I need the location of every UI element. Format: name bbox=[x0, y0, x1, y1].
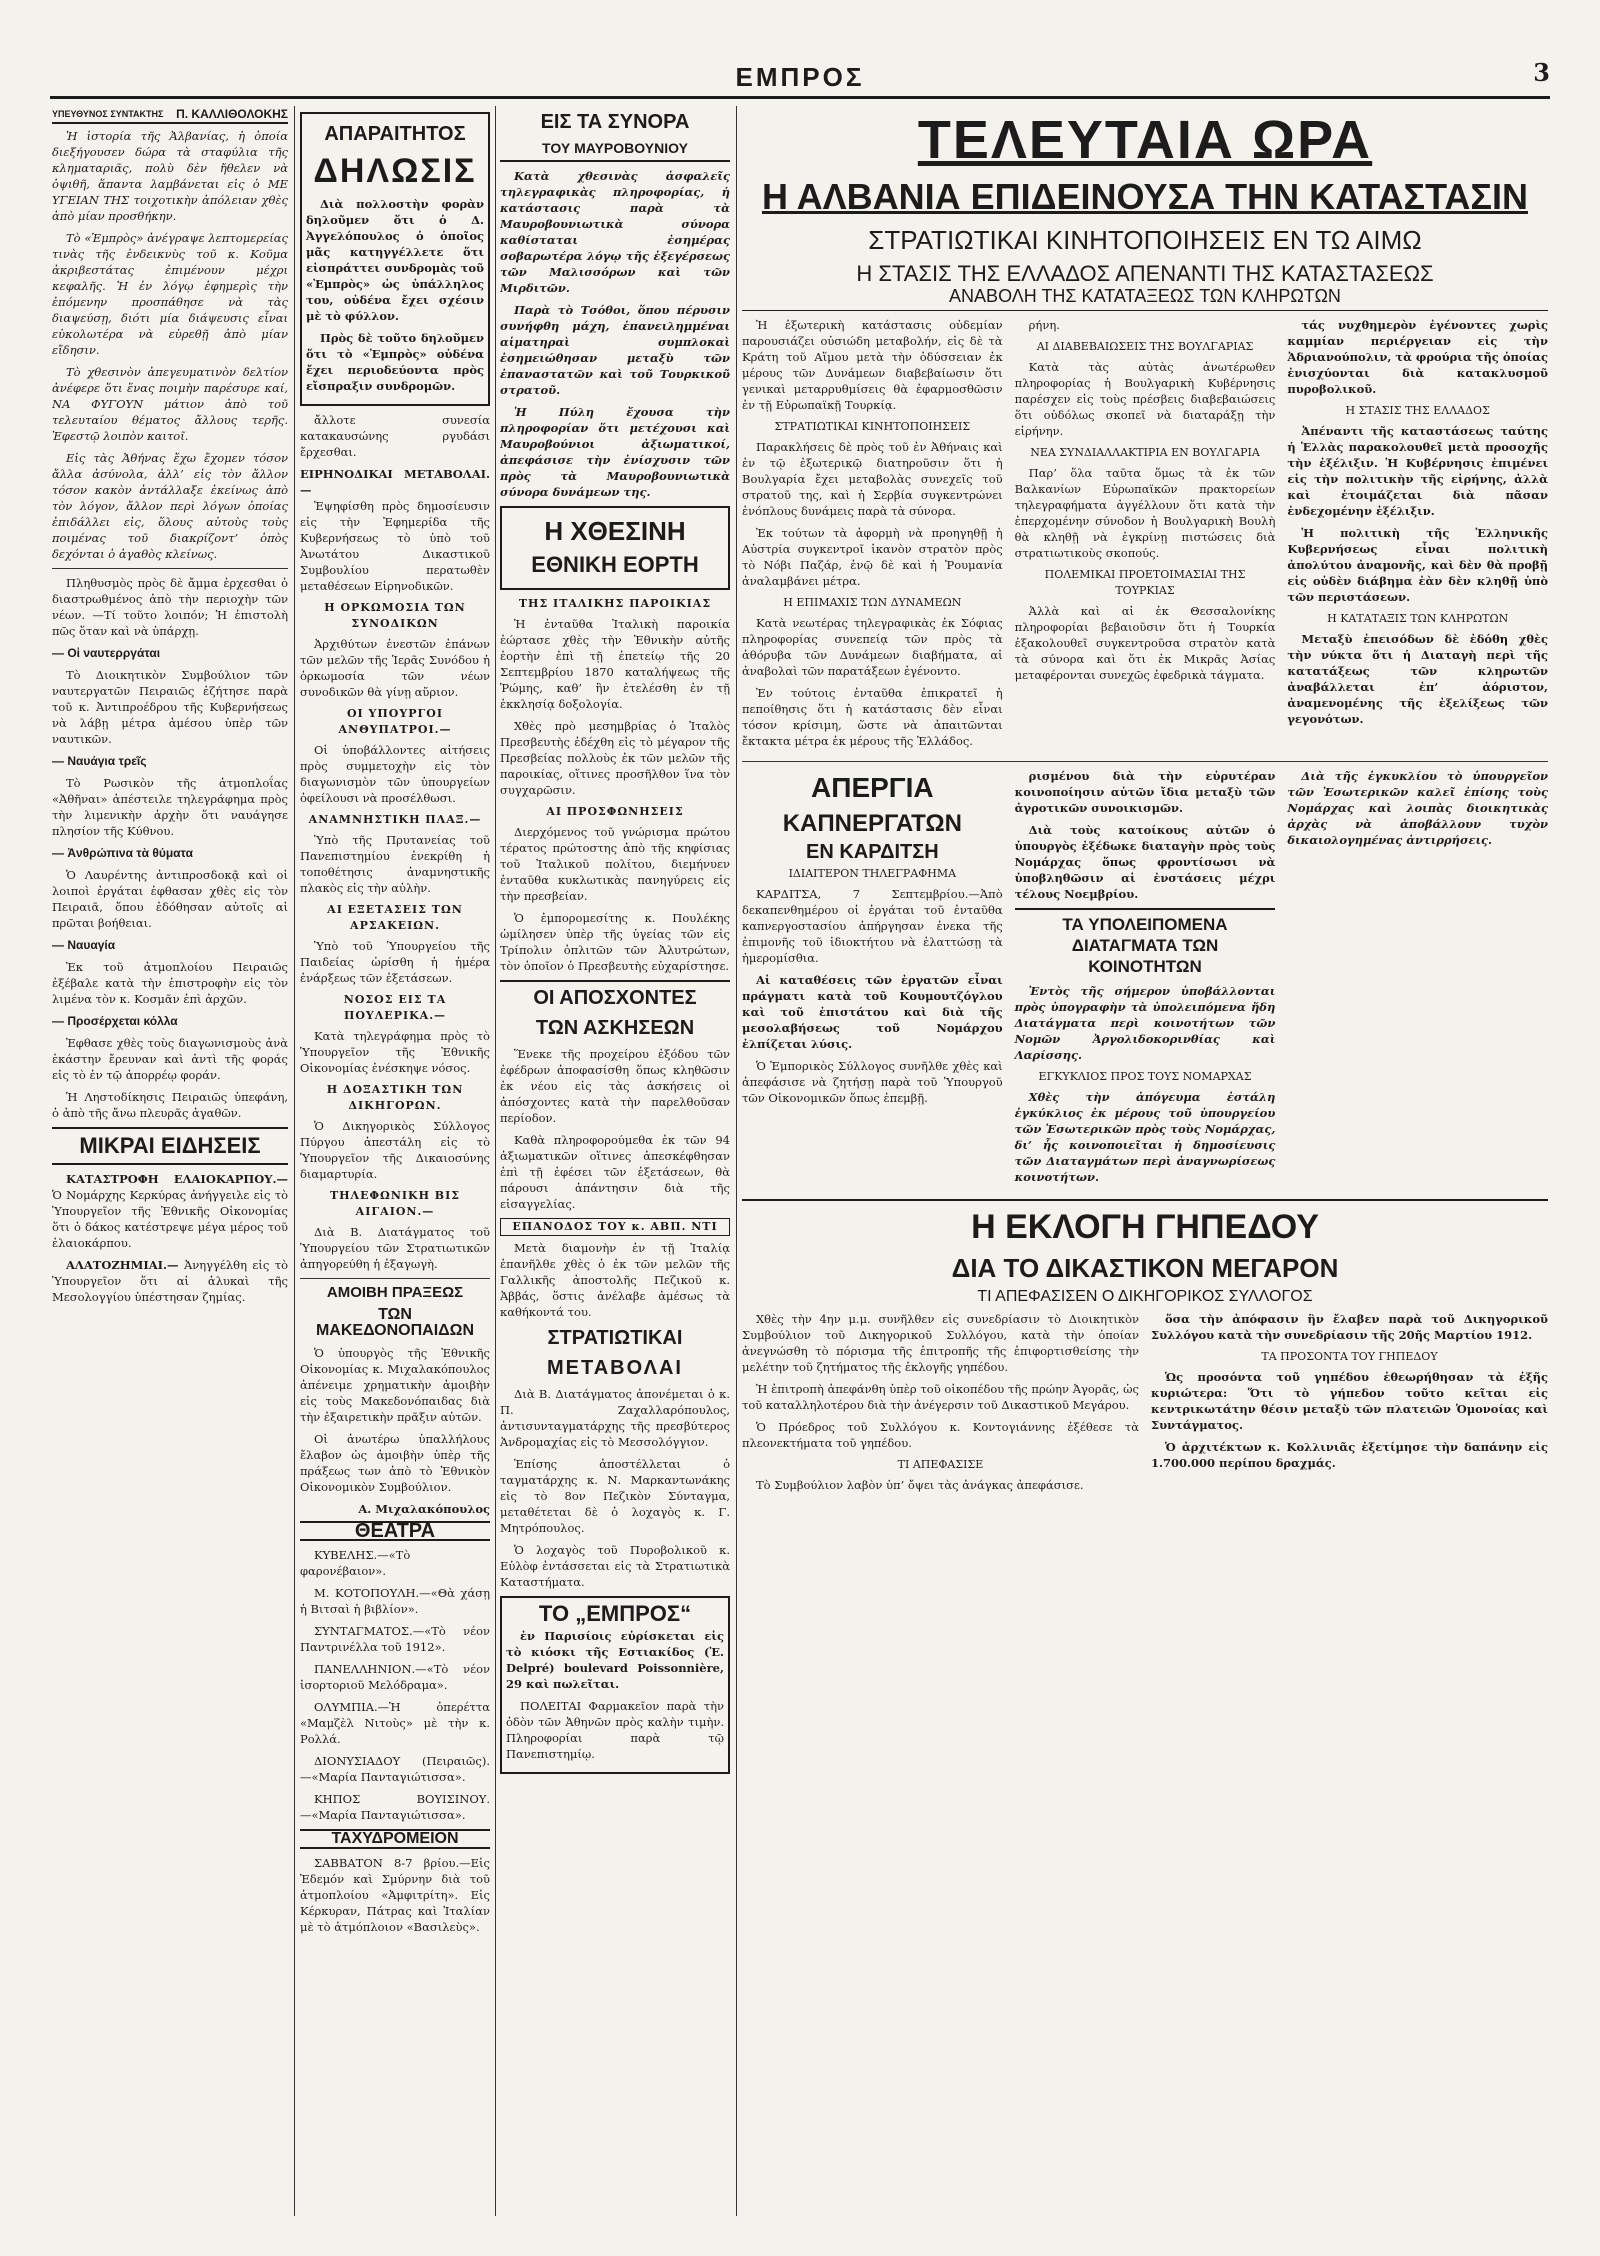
news-heading: ΑΝΑΜΝΗΣΤΙΚΗ ΠΛΑΞ.— bbox=[308, 813, 482, 826]
headline-box bbox=[500, 506, 730, 590]
paragraph: Ἐντὸς τῆς σήμερον ὑποβάλλονται πρὸς ὑπογραφὴν τὰ ὑπολειπόμενα ἤδη Διατάγματα περὶ κοινοτήτων τῶν Νομῶν Ἀργολιδοκορινθίας καὶ Λαρίσσης. bbox=[1014, 984, 1276, 1062]
paragraph: Ἡ Πύλη ἔχουσα τὴν πληροφορίαν ὅτι μετέχουσι καὶ Μαυροβούνιοι ἀξιωματικοί, ἀπεφάσισε τὴν ἐνίσχυσιν τῶν πρὸς τὰ Μαυροβουνιωτικὰ σύνορα δυνάμεων της. bbox=[500, 405, 730, 499]
news-heading: ΝΟΣΟΣ ΕΙΣ ΤΑ ΠΟΥΛΕΡΙΚΑ.— bbox=[343, 993, 447, 1022]
column-divider bbox=[736, 106, 737, 2216]
news-heading: ΤΙ ΑΠΕΦΑΣΙΣΕ bbox=[897, 1458, 984, 1471]
paragraph: Κατὰ νεωτέρας τηλεγραφικὰς ἐκ Σόφιας πληροφορίας συνεπείᾳ τῶν πρὸς τὰ ἀθόρυβα τῶν Δυνάμεων διαβήματα, αἱ ἀναβολαὶ τῶν παρατάξεων ἐγένοντο. bbox=[742, 616, 1003, 678]
article-heading: ΤΩΝ ΑΣΚΗΣΕΩΝ bbox=[535, 1017, 695, 1039]
column-1 bbox=[52, 106, 288, 2216]
paragraph: Ἐφθασε χθὲς τοὺς διαγωνισμοὺς ἀνὰ ἑκάστην ἔρευναν καὶ ἀντὶ τῆς φοράς εἰς τὸ ἐν τῷ ἀπορρέῳ φοράν. bbox=[52, 1036, 288, 1082]
column-2 bbox=[300, 106, 490, 2216]
paragraph: Πρὸς δὲ τοῦτο δηλοῦμεν ὅτι τὸ «Ἐμπρὸς» οὐδένα ἔχει περιοδεύοντα πρὸς εἴσπραξιν συνδρομῶν. bbox=[306, 331, 484, 393]
paragraph: Κατὰ τηλεγράφημα πρὸς τὸ Ὑπουργεῖον τῆς Ἐθνικῆς Οἰκονομίας ἐνέσκηψε νόσος. bbox=[300, 1029, 490, 1075]
paragraph: Αἱ καταθέσεις τῶν ἐργατῶν εἶναι πράγματι κατὰ τοῦ Κουμουτζόγλου καὶ τοῦ ἐπιστάτου καὶ διὰ τῆς μεσολαβήσεως τοῦ Νομάρχου ἐλπίζεται λύσις. bbox=[742, 973, 1003, 1051]
article-column bbox=[1287, 768, 1548, 1191]
sub-headline: Η ΣΤΑΣΙΣ ΤΗΣ ΕΛΛΑΔΟΣ ΑΠΕΝΑΝΤΙ ΤΗΣ ΚΑΤΑΣΤΑΣΕΩΣ bbox=[856, 261, 1434, 286]
newspaper-title: ΕΜΠΡΟΣ bbox=[735, 62, 865, 92]
masthead-rule bbox=[50, 96, 1550, 99]
divider bbox=[742, 761, 1548, 762]
paragraph: τάς νυχθημερὸν ἐγένοντες χωρὶς καμμίαν περιέργειαν εἰς τὴν Ἀδριανούπολιν, τὰ φρούρια τῆς ὁποίας ἐνισχύονται διὰ κατακλυσμοῦ πυροβολικοῦ. bbox=[1287, 318, 1548, 396]
sub-headline: ΑΝΑΒΟΛΗ ΤΗΣ ΚΑΤΑΤΑΞΕΩΣ ΤΩΝ ΚΛΗΡΩΤΩΝ bbox=[742, 288, 1548, 311]
news-heading: ΑΙ ΔΙΑΒΕΒΑΙΩΣΕΙΣ ΤΗΣ ΒΟΥΛΓΑΡΙΑΣ bbox=[1036, 340, 1254, 353]
news-heading: — Προσέρχεται κόλλα bbox=[52, 1014, 178, 1028]
paragraph: ἄλλοτε συνεσία κατακαυσώνης ργυδάσι ἔρχεσθαι. bbox=[300, 413, 490, 459]
article-heading: ΟΙ ΑΠΟΣΧΟΝΤΕΣ bbox=[500, 980, 730, 1010]
paragraph: Ἡ ἐπιτροπὴ ἀπεφάνθη ὑπὲρ τοῦ οἰκοπέδου τῆς πρώην Ἀγορᾶς, ὡς τοῦ καταλληλοτέρου διὰ τὴν ἀνέγερσιν τοῦ Δικαστικοῦ Μεγάρου. bbox=[742, 1382, 1139, 1412]
paragraph: Πληθυσμὸς πρὸς δὲ ἄμμα ἐρχεσθαι ὁ διαστρωθμένος ἀπὸ τὴν περιοχὴν τῶν νέων. —Τί τοῦτο λοιπόν; Ἡ ἐπιστολὴ πῶς ὅταν καὶ νὰ ὑπάρχῃ. bbox=[52, 576, 288, 638]
news-heading: Η ΟΡΚΩΜΟΣΙΑ ΤΩΝ ΣΥΝΟΔΙΚΩΝ bbox=[324, 601, 466, 630]
column-divider bbox=[495, 106, 496, 2216]
banner-headline: ΤΕΛΕΥΤΑΙΑ ΩΡΑ bbox=[917, 110, 1373, 170]
paragraph: Χθὲς τὴν 4ην μ.μ. συνῆλθεν εἰς συνεδρίασιν τὸ Διοικητικὸν Συμβούλιον τοῦ Δικηγορικοῦ Συλλόγου, κατὰ τὴν ὁποίαν ἀνεγνώσθη τὸ πόρισμα τῆς ἐπιτροπῆς τῆς ἐπιφορτισθείσης τὴν μελέτην τοῦ ζητήματος τῆς ἐκλογῆς γηπέδου. bbox=[742, 1312, 1139, 1374]
news-heading: ΝΕΑ ΣΥΝΔΙΑΛΛΑΚΤΙΡΙΑ ΕΝ ΒΟΥΛΓΑΡΙΑ bbox=[1030, 446, 1260, 459]
article-subheading: ΙΔΙΑΙΤΕΡΟΝ ΤΗΛΕΓΡΑΦΗΜΑ bbox=[788, 867, 957, 880]
article-heading: ΚΑΠΝΕΡΓΑΤΩΝ bbox=[782, 810, 962, 837]
article-heading: ΑΜΟΙΒΗ ΠΡΑΞΕΩΣ bbox=[326, 1284, 464, 1301]
divider bbox=[300, 1278, 490, 1279]
paragraph: Ἐπίσης ἀποστέλλεται ὁ ταγματάρχης κ. Ν. Μαρκαντωνάκης εἰς τὸ 8ον Πεζικὸν Σύνταγμα, μεταθέτεται δὲ ὁ λοχαγὸς κ. Γ. Μητρόπουλος. bbox=[500, 1457, 730, 1535]
article-column bbox=[742, 1311, 1139, 1499]
section-heading-theatra: ΘΕΑΤΡΑ bbox=[300, 1521, 490, 1541]
paragraph: Ὁ λοχαγὸς τοῦ Πυροβολικοῦ κ. Εὐλὸφ ἐντάσσεται εἰς τὰ Στρατιωτικὰ Καταστήματα. bbox=[500, 1543, 730, 1589]
article-heading: ΕΝ ΚΑΡΔΙΤΣΗ bbox=[805, 841, 939, 863]
article-column bbox=[1151, 1311, 1548, 1499]
paragraph: ΣΑΒΒΑΤΟΝ 8-7 βρίου.—Εἰς Ἐδεμόν καὶ Σμύρνην διὰ τοῦ ἀτμοπλοίου «Ἀμφιτρίτη». Εἰς Κέρκυραν, Πάτρας καὶ Ἰταλίαν μὲ τὸ ἀτμόπλοιον «Βασιλεὺς». bbox=[300, 1856, 490, 1934]
paragraph: Κατὰ τὰς αὐτὰς ἀνωτέρωθεν πληροφορίας ἡ Βουλγαρικὴ Κυβέρνησις παρέσχεν εἰς τοὺς πρέσβεις διαβεβαιώσεις ὅτι οὐδόλως σκοπεῖ νὰ διαταράξῃ τὴν εἰρήνην. bbox=[1014, 360, 1276, 438]
paragraph: Ἕνεκε τῆς προχείρου ἐξόδου τῶν ἐφέδρων ἀποφασίσθη ὅπως κληθῶσιν ἐκ νέου εἰς τὰς ἀσκήσεις οἱ ἀπόσχοντες κατὰ τὴν παρελθοῦσαν περίοδον. bbox=[500, 1047, 730, 1125]
paragraph: Ὑπὸ τῆς Πρυτανείας τοῦ Πανεπιστημίου ἐνεκρίθη ἡ τοποθέτησις ἀναμνηστικῆς πλακὸς εἰς τὴν αὐλὴν. bbox=[300, 833, 490, 895]
article-column bbox=[1015, 768, 1276, 1191]
news-heading: Η ΕΠΙΜΑΧΙΣ ΤΩΝ ΔΥΝΑΜΕΩΝ bbox=[783, 596, 962, 609]
paragraph: Χθὲς πρὸ μεσημβρίας ὁ Ἰταλὸς Πρεσβευτὴς ἐδέχθη εἰς τὸ μέγαρον τῆς Πρεσβείας πολλοὺς ἐκ τῶν μελῶν τῆς παροικίας, οἵτινες προσῆλθον ἵνα τὸν συγχαρῶσιν. bbox=[500, 719, 730, 797]
paragraph: Τὸ Ρωσικὸν τῆς ἀτμοπλοΐας «Ἀθῆναι» ἀπέστειλε τηλεγράφημα πρὸς τὴν λιμενικὴν ἀρχὴν ὅτι ναυάγησε πλησίον τῆς Κύθνου. bbox=[52, 776, 288, 838]
news-heading: ΟΙ ΥΠΟΥΡΓΟΙ ΑΝΘΥΠΑΤΡΟΙ.— bbox=[338, 707, 452, 736]
paragraph: Παρὰ τὸ Τσόθοι, ὅπου πέρυσιν συνήφθη μάχη, ἐπανειλημμέναι αἱματηραὶ συμπλοκαὶ ἐσημειώθησαν μεταξὺ τῶν ἐπαναστατῶν καὶ τοῦ Τουρκικοῦ στρατοῦ. bbox=[500, 303, 730, 397]
main-headline: Η ΑΛΒΑΝΙΑ ΕΠΙΔΕΙΝΟΥΣΑ ΤΗΝ ΚΑΤΑΣΤΑΣΙΝ bbox=[761, 176, 1529, 217]
news-heading: ΑΙ ΠΡΟΣΦΩΝΗΣΕΙΣ bbox=[546, 805, 684, 818]
divider bbox=[52, 568, 288, 569]
column-divider bbox=[294, 106, 295, 2216]
paragraph: Οἱ ὑποβάλλοντες αἰτήσεις πρὸς συμμετοχὴν εἰς τὸν διαγωνισμὸν τῶν ὑπουργείων ὀφείλουσι νὰ προσέλθωσι. bbox=[300, 743, 490, 805]
paragraph: ρισμένου διὰ τὴν εὐρυτέραν κοινοποίησιν αὐτῶν ἴδια μεταξὺ τῶν ἀγροτικῶν συνοικισμῶν. bbox=[1014, 769, 1276, 815]
paragraph: Ἡ ἱστορία τῆς Ἀλβανίας, ἡ ὁποία διεξήγουσεν δώρα τὰ σταφύλια τῆς κληματαριᾶς, πολὺ δὲν ἤθελεν νὰ ὀψιθῆ, ἅπαντα λαμβάνεται εἰς ὁ ΜΕ ΥΓΕΙΑΝ ΤΗΣ τοιχοτικὴν ἀπόλειαν χθὲς ἀπὸ μίαν προσθήκην. bbox=[52, 129, 288, 223]
paragraph: Εἰς τὰς Ἀθήνας ἔχω ἔχομεν τόσον ἄλλα ἀσύνολα, ἀλλ’ εἰς τὸν ἄλλον τόσον κακὸν ἀντάλλαξε ἐκείνως ἀπὸ τὸν λόγον, ἄλλον περὶ λόγων ὁποίας ἐπιδάλλει εἰς, ὅλους αὐτοὺς τοὺς ποιμένας τοῦ διακρίζοντ’ ὁπὸς δεχόνται ὁ ἀγαθὸς κλείνως. bbox=[52, 451, 288, 561]
notice-heading: ΔΗΛΩΣΙΣ bbox=[313, 152, 477, 190]
news-heading: — Οἱ ναυτερργάται bbox=[52, 646, 161, 660]
notice-box bbox=[500, 1596, 730, 1774]
notice-box bbox=[300, 112, 490, 406]
paragraph: Ἐν τούτοις ἐνταῦθα ἐπικρατεῖ ἡ πεποίθησις ὅτι ἡ κατάστασις δὲν εἶναι τόσον κρίσιμη, ὥστε νὰ ἀπαιτῶνται ἔκτακτα μέτρα ἐκ μέρους τῆς Ἑλλάδος. bbox=[742, 686, 1003, 748]
article-column bbox=[1287, 317, 1548, 755]
column-3 bbox=[500, 106, 730, 2216]
paragraph: Τὸ «Ἐμπρὸς» ἀνέγραψε λεπτομερείας τινὰς τῆς ἐνδεικνὺς τοῦ κ. Κοῦμα ἀκριβεστάτας ἐπιμένουν μέχρι κεφαλῆς. Ἡ ἐν λόγῳ ἐφημερὶς τὴν ἐπόμενην προσπάθησε νὰ τὰς διαψεύσῃ, διότι μία διάψευσις εἶναι εὐκολωτέρα νὰ εὑρεθῇ ἀπὸ μίαν εἴδησιν. bbox=[52, 231, 288, 357]
paragraph: Ὁ ὑπουργὸς τῆς Ἐθνικῆς Οἰκονομίας κ. Μιχαλακόπουλος ἀπένειμε χρηματικὴν ἀμοιβὴν εἰς τοὺς Μακεδονόπαιδας διὰ τὴν ἐξαιρετικὴν πρᾶξιν αὐτῶν. bbox=[300, 1346, 490, 1424]
notice-heading: ΑΠΑΡΑΙΤΗΤΟΣ bbox=[324, 123, 466, 145]
list-item: ΔΙΟΝΥΣΙΑΔΟΥ (Πειραιῶς).—«Μαρία Πανταγιώτισσα». bbox=[300, 1754, 490, 1784]
paragraph: Ὁ Πρόεδρος τοῦ Συλλόγου κ. Κοντογιάννης ἐξέθεσε τὰ πλεονεκτήματα τοῦ γηπέδου. bbox=[742, 1420, 1139, 1450]
paragraph: Οἱ ἀνωτέρω ὑπαλλήλους ἔλαβον ὡς ἀμοιβὴν ὑπὲρ τῆς πράξεως των ἀπὸ τὸ Ἐθνικὸν Οἰκονομικὸν Συμβούλιον. bbox=[300, 1432, 490, 1494]
article-heading: ΤΩΝ ΜΑΚΕΔΟΝΟΠΑΙΔΩΝ bbox=[315, 1306, 475, 1339]
article-columns bbox=[742, 1311, 1548, 1499]
news-heading: Η ΚΑΤΑΤΑΞΙΣ ΤΩΝ ΚΛΗΡΩΤΩΝ bbox=[1327, 612, 1509, 625]
list-item: ΣΥΝΤΑΓΜΑΤΟΣ.—«Τὸ νέον Παντρινέλλα τοῦ 1912». bbox=[300, 1624, 490, 1654]
theatre-list bbox=[300, 1547, 490, 1823]
paragraph: Παρακλήσεις δὲ πρὸς τοῦ ἐν Ἀθήναις καὶ ἐν τῷ ἐξωτερικῷ διατηροῦσιν ὅτι ἡ Βουλγαρία ἔχει μεταβολὰς συνεχεῖς τοῦ στρατοῦ της, καὶ ἡ Σερβία συγκεντρώνει ἐνόπλους δυνάμεις παρὰ τὰ σύνορα. bbox=[742, 440, 1003, 518]
masthead bbox=[0, 0, 1600, 96]
paragraph: Διὰ πολλοστὴν φορὰν δηλοῦμεν ὅτι ὁ Δ. Ἀγγελόπουλος ὁ ὁποῖος μᾶς κατηγγέλλετε ὅτι εἰσπράττει συνδρομὰς τοῦ «Ἐμπρὸς» ὡς ὑπάλληλος του, οὐδένα ἔχει σχέσιν μὲ τὸ φύλλον. bbox=[306, 197, 484, 323]
paragraph: Ἡ Ληστοδίκησις Πειραιῶς ὑπεφάνη, ὁ ἀπὸ τῆς ἄνω πλευρᾶς ἀγαθῶν. bbox=[52, 1090, 288, 1120]
article-heading: ΑΠΕΡΓΙΑ bbox=[811, 772, 934, 803]
paragraph: Ὁ Ἐμπορικὸς Σύλλογος συνῆλθε χθὲς καὶ ἀπεφάσισε νὰ ζητήσῃ παρὰ τοῦ Ὑπουργοῦ τῶν Οἰκονομικῶν ὅπως ἐπεμβῇ. bbox=[742, 1059, 1003, 1105]
paragraph: Ὁ Νομάρχης Κερκύρας ἀνήγγειλε εἰς τὸ Ὑπουργεῖον τῆς Ἐθνικῆς Οἰκονομίας ὅτι ὁ δάκος κατέστρεψε μέγα μέρος τοῦ ἐλαιοκάρπου. bbox=[52, 1188, 288, 1250]
paragraph: Ἐψηφίσθη πρὸς δημοσίευσιν εἰς τὴν Ἐφημερίδα τῆς Κυβερνήσεως τὸ ὑπὸ τοῦ Ἀνωτάτου Δικαστικοῦ Συμβουλίου περατωθὲν μεταθέσεων Εἰρηνοδικῶν. bbox=[300, 499, 490, 593]
sub-headline: ΣΤΡΑΤΙΩΤΙΚΑΙ ΚΙΝΗΤΟΠΟΙΗΣΕΙΣ ΕΝ ΤΩ ΑΙΜΩ bbox=[868, 225, 1422, 255]
list-item: ΚΥΒΕΛΗΣ.—«Τὸ φαρονέβαιον». bbox=[300, 1548, 411, 1578]
notice-heading: ΤΟ „ΕΜΠΡΟΣ“ bbox=[538, 1601, 692, 1626]
article-column bbox=[742, 768, 1003, 1191]
paragraph: Κατὰ χθεσινὰς ἀσφαλεῖς τηλεγραφικὰς πληροφορίας, ἡ κατάστασις παρὰ τὰ Μαυροβουνιωτικὰ σύνορα καθίσταται ἐσημέρας σοβαρωτέρα λόγῳ τῆς ἐξεγέρσεως τῶν Μαλισσόρων καὶ τῶν Μιρδιτῶν. bbox=[500, 169, 730, 295]
article-subheading: ΤΗΣ ΙΤΑΛΙΚΗΣ ΠΑΡΟΙΚΙΑΣ bbox=[518, 597, 712, 610]
paragraph: Διερχόμενος τοῦ γνώρισμα πρώτου τέρατος πρώτοστης ἀπὸ τῆς κηφίσιας τοῦ Ἰταλικοῦ πολίτου, διεμήνυεν ἐνταῦθα κυκλωτικὰς πανηγύρεις εἰς τὴν πρεσβείαν. bbox=[500, 825, 730, 903]
signature: Α. Μιχαλακόπουλος bbox=[358, 1502, 490, 1516]
article-heading: ΤΑ ΥΠΟΛΕΙΠΟΜΕΝΑ ΔΙΑΤΑΓΜΑΤΑ ΤΩΝ ΚΟΙΝΟΤΗΤΩΝ bbox=[1015, 908, 1276, 977]
article-column bbox=[1015, 317, 1276, 755]
paragraph: Ἀλλὰ καὶ αἱ ἐκ Θεσσαλονίκης πληροφορίαι βεβαιοῦσιν ὅτι ἡ Τουρκία ἐξακολουθεῖ συγκεντροῦσα στρατὸν κατὰ τὰ σύνορα καὶ ὅτι ἐκ Μικρᾶς Ἀσίας μεταφέρονται συνεχῶς ἐφεδρικὰ τάγματα. bbox=[1014, 604, 1276, 682]
paragraph: Χθὲς τὴν ἀπόγευμα ἐστάλη ἐγκύκλιος ἐκ μέρους τοῦ ὑπουργείου τῶν Ἐσωτερικῶν πρὸς τοὺς Νομάρχας, δι’ ἧς κοινοποιεῖται ἡ δημοσίευσις τῶν Διαταγμάτων περὶ ἀναγνωρίσεως κοινοτήτων. bbox=[1014, 1090, 1276, 1184]
paragraph: Ἡ ἐξωτερικὴ κατάστασις οὐδεμίαν παρουσιάζει οὐσιώδη μεταβολήν, εἰς δὲ τὰ Κράτη τοῦ Αἵμου μετὰ τὴν ὁδύσσειαν ἐκ μέρους τῶν Δυνάμεων διαβεβαίωσιν ὅτι γενικαὶ μεταρρυθμίσεις θὰ ἐφαρμοσθῶσιν ἐν τῇ Εὐρωπαϊκῇ Τουρκίᾳ. bbox=[742, 318, 1003, 412]
paragraph: Ἀνηγγέλθη εἰς τὸ Ὑπουργεῖον ὅτι αἱ ἁλυκαὶ τῆς Μεσολογγίου ὑπέστησαν ζημίας. bbox=[52, 1258, 288, 1304]
news-heading: ΠΟΛΕΜΙΚΑΙ ΠΡΟΕΤΟΙΜΑΣΙΑΙ ΤΗΣ ΤΟΥΡΚΙΑΣ bbox=[1044, 568, 1246, 597]
paragraph: Ἡ πολιτικὴ τῆς Ἑλληνικῆς Κυβερνήσεως εἶναι πολιτικὴ ἀπολύτου ἀναμονῆς, καὶ δὲν θὰ προβῇ εἰς οὐδὲν διάβημα ἐὰν δὲν κληθῇ ὑπὸ τῶν περιστάσεων. bbox=[1287, 526, 1548, 604]
news-heading: — Ναυαγία bbox=[52, 938, 116, 952]
paragraph: ἐν Παρισίοις εὑρίσκεται εἰς τὸ κιόσκι τῆς Εστιακίδος (Ἐ. Delpré) boulevard Poissonnière, 29 καὶ πωλεῖται. bbox=[506, 1629, 724, 1691]
paragraph: Ἐκ τούτων τὰ ἀφορμὴ νὰ προηγηθῇ ἡ Αὐστρία συγκεντροῖ ἱκανὸν στρατὸν πρὸς τὸ Νόβι Παζάρ, ἐνῷ δὲ καὶ ἡ Ῥουμανία ἀναλαμβάνει μέτρα. bbox=[742, 526, 1003, 588]
editor-byline bbox=[52, 106, 288, 124]
paragraph: ρήνη. bbox=[1028, 318, 1060, 332]
article-heading: ΔΙΑ ΤΟ ΔΙΚΑΣΤΙΚΟΝ ΜΕΓΑΡΟΝ bbox=[951, 1253, 1339, 1283]
paragraph: Μετὰ διαμονὴν ἐν τῇ Ἰταλίᾳ ἐπανῆλθε χθὲς ὁ ἐκ τῶν μελῶν τῆς Γαλλικῆς ἀποστολῆς Πεζικοῦ κ. Ἀββάς, ὅστις ἀνέλαβε ἀμέσως τὰ καθήκοντά του. bbox=[500, 1241, 730, 1319]
column-4 bbox=[742, 106, 1548, 2216]
news-heading: ΕΙΡΗΝΟΔΙΚΑΙ ΜΕΤΑΒΟΛΑΙ.— bbox=[300, 467, 490, 497]
paragraph: Τὸ χθεσινὸν ἀπεγευματινὸν δελτίον ἀνέφερε ὅτι ἕνας ποιμὴν παρέσυρε καί, ΝΑ ΦΥΓΟΥΝ μάτιον ἀπὸ τοῦ τελευταίου θέματος ἄλλους τερῆς. Ἐφεστῷ λοιπὸν καιτοῖ. bbox=[52, 365, 288, 443]
article-subheading: ΤΙ ΑΠΕΦΑΣΙΣΕΝ Ο ΔΙΚΗΓΟΡΙΚΟΣ ΣΥΛΛΟΓΟΣ bbox=[977, 1288, 1313, 1305]
news-heading: ΤΑ ΠΡΟΣΟΝΤΑ ΤΟΥ ΓΗΠΕΔΟΥ bbox=[1261, 1350, 1438, 1363]
article-heading: ΤΟΥ ΜΑΥΡΟΒΟΥΝΙΟΥ bbox=[500, 140, 730, 162]
paragraph: Ἀπέναντι τῆς καταστάσεως ταύτης ἡ Ἑλλὰς παρακολουθεῖ μετὰ προσοχῆς τὴν ἐξέλιξιν. Ἡ Κυβέρνησις ἐπιμένει εἰς τὴν πολιτικὴν τῆς εἰρήνης, ἀλλὰ καὶ ἑτοιμάζεται διὰ πᾶσαν ἐνδεχομένην ἐξέλιξιν. bbox=[1287, 424, 1548, 518]
paragraph: Διὰ τοὺς κατοίκους αὐτῶν ὁ ὑπουργὸς ἐξέδωκε διαταγὴν πρὸς τοὺς Νομάρχας ὅπως φροντίσωσι νὰ ὑποβληθῶσιν αἱ ἐνστάσεις μέχρι τέλους Νοεμβρίου. bbox=[1014, 823, 1276, 901]
paragraph: ΠΟΛΕΙΤΑΙ Φαρμακεῖον παρὰ τὴν ὁδὸν τῶν Ἀθηνῶν πρὸς καλὴν τιμὴν. Πληροφορίαι παρὰ τῷ Πανεπιστημίῳ. bbox=[506, 1699, 724, 1761]
list-item: ΠΑΝΕΛΛΗΝΙΟΝ.—«Τὸ νέον ἰσορτοριοῦ Μελόδραμα». bbox=[300, 1662, 490, 1692]
article-heading: ΣΤΡΑΤΙΩΤΙΚΑΙ bbox=[547, 1327, 683, 1349]
news-heading: — Ναυάγια τρεῖς bbox=[52, 754, 147, 768]
news-heading: — Ἀνθρώπινα τὰ θύματα bbox=[52, 846, 193, 860]
list-item: ΟΛΥΜΠΙΑ.—Ἡ ὀπερέττα «Μαμζὲλ Νιτοὺς» μὲ τὴν κ. Ρολλά. bbox=[300, 1700, 490, 1746]
list-item: ΚΗΠΟΣ ΒΟΥΙΣΙΝΟΥ.—«Μαρία Πανταγιώτισσα». bbox=[300, 1792, 490, 1822]
section-heading-mikrai: ΜΙΚΡΑΙ ΕΙΔΗΣΕΙΣ bbox=[52, 1127, 288, 1165]
news-heading: ΚΑΤΑΣΤΡΟΦΗ ΕΛΑΙΟΚΑΡΠΟΥ.— bbox=[66, 1172, 288, 1186]
article-heading: ΕΘΝΙΚΗ ΕΟΡΤΗ bbox=[531, 552, 699, 577]
paragraph: Ὁ Δικηγορικὸς Σύλλογος Πύργου ἀπεστάλη εἰς τὸ Ὑπουργεῖον τῆς Δικαιοσύνης διαμαρτυρία. bbox=[300, 1119, 490, 1181]
byline-name: Π. ΚΑΛΛΙΘΟΛΟΚΗΣ bbox=[176, 107, 288, 121]
article-heading: Η ΕΚΛΟΓΗ ΓΗΠΕΔΟΥ bbox=[742, 1199, 1548, 1247]
news-heading: Η ΔΟΞΑΣΤΙΚΗ ΤΩΝ ΔΙΚΗΓΟΡΩΝ. bbox=[326, 1083, 464, 1112]
news-heading: ΕΓΚΥΚΛΙΟΣ ΠΡΟΣ ΤΟΥΣ ΝΟΜΑΡΧΑΣ bbox=[1038, 1070, 1252, 1083]
section-heading-post: ΤΑΧΥΔΡΟΜΕΙΟΝ bbox=[300, 1829, 490, 1849]
paragraph: Μεταξὺ ἐπεισόδων δὲ ἐδόθη χθὲς τὴν νύκτα ὅτι ἡ Διαταγὴ περὶ τῆς κατατάξεως τῶν κληρωτῶν ἀναβάλλεται ἐπ’ ἀόριστον, ἀναμενομένης τῆς ἐξελίξεως τῶν γεγονότων. bbox=[1287, 632, 1548, 726]
paragraph: Τὸ Διοικητικὸν Συμβούλιον τῶν ναυτεργατῶν Πειραιῶς ἐζήτησε παρὰ τοῦ κ. Ἀντιπροέδρου τῆς Κυβερνήσεως νὰ λάβῃ μέτρα ἀμέσου ὑπὲρ τῶν ναυτικῶν. bbox=[52, 668, 288, 746]
paragraph: Ἡ ἐνταῦθα Ἰταλικὴ παροικία ἑώρτασε χθὲς τὴν Ἐθνικὴν αὐτῆς ἑορτὴν ἐπὶ τῇ ἐπετείῳ τῆς 20 Σεπτεμβρίου 1870 καταλήψεως τῆς Ῥώμης, καθ’ ἣν ἐτελέσθη ἐν τῇ ἐκκλησίᾳ δοξολογία. bbox=[500, 617, 730, 711]
byline-role: ΥΠΕΥΘΥΝΟΣ ΣΥΝΤΑΚΤΗΣ bbox=[52, 109, 164, 119]
paragraph: Ὁ ἐμπορομεσίτης κ. Πουλέκης ὡμίλησεν ὑπὲρ τῆς ὑγείας τῶν εἰς Τρίπολιν ὁπλιτῶν τῶν Ἀλυτρώτων, τὸν ὁποῖον ὁ Πρεσβευτὴς εὐχαρίστησε. bbox=[500, 911, 730, 973]
lower-columns bbox=[742, 768, 1548, 1191]
paragraph: ΚΑΡΔΙΤΣΑ, 7 Σεπτεμβρίου.—Ἀπὸ δεκαπενθημέρου οἱ ἐργάται τοῦ ἐνταῦθα καπνεργοστασίου ἀπήργησαν ἐνεκα τῆς ἐπιμονῆς τοῦ ἰδιοκτήτου νὰ ἐλαττώσῃ τὰ ἡμερομίσθια. bbox=[742, 887, 1003, 965]
news-heading: ΕΠΑΝΟΔΟΣ ΤΟΥ κ. ΑΒΠ. ΝΤΙ bbox=[500, 1218, 730, 1236]
paragraph: Διὰ Β. Διατάγματος τοῦ Ὑπουργείου τῶν Στρατιωτικῶν ἀπηγορεύθη ἡ ἐξαγωγὴ. bbox=[300, 1225, 490, 1271]
list-item: Μ. ΚΟΤΟΠΟΥΛΗ.—«Θὰ χάσῃ ἡ Βιτσαὶ ἡ βιβλίον». bbox=[300, 1586, 490, 1616]
article-heading: ΜΕΤΑΒΟΛΑΙ bbox=[547, 1357, 683, 1379]
page-number: 3 bbox=[1533, 58, 1550, 87]
news-heading: ΑΛΑΤΟΖΗΜΙΑΙ.— bbox=[66, 1258, 179, 1272]
paragraph: Διὰ Β. Διατάγματος ἀπονέμεται ὁ κ. Π. Ζαχαλλαρόπουλος, ἀντισυνταγματάρχης τῆς πρεσβύτερος Ἀνδρομαχίας εἰς τὸ Μεσσολόγγιον. bbox=[500, 1387, 730, 1449]
paragraph: Παρ’ ὅλα ταῦτα ὅμως τὰ ἐκ τῶν Βαλκανίων Εὐρωπαϊκῶν πρακτορείων τηλεγραφήματα ἀγγέλλουν ὅτι κατὰ τὴν ἐπερχομένην σύνοδον ἡ Βουλγαρικὴ Βουλὴ θὰ κληθῇ νὰ ἐγκρίνῃ πιστώσεις διὰ στρατιωτικοὺς σκοπούς. bbox=[1014, 466, 1276, 560]
news-heading: Η ΣΤΑΣΙΣ ΤΗΣ ΕΛΛΑΔΟΣ bbox=[1345, 404, 1490, 417]
paragraph: Καθὰ πληροφορούμεθα ἐκ τῶν 94 ἀξιωματικῶν οἵτινες ἀπεσκέφθησαν ἐπὶ τῇ ἐφέσει τῶν ἐξετάσεων, θὰ πάρουσι ἀπάντησιν διὰ τῆς εἰσαγγελίας. bbox=[500, 1133, 730, 1211]
paragraph: Ἀρχιθύτων ἐνεστῶν ἐπάνων τῶν μελῶν τῆς Ἱερᾶς Συνόδου ἡ ὁρκωμοσία τῶν νέων συνοδικῶν θὰ γίνῃ αὔριον. bbox=[300, 637, 490, 699]
paragraph: Ὑπὸ τοῦ Ὑπουργείου τῆς Παιδείας ὡρίσθη ἡ ἡμέρα ἐνάρξεως τῶν ἐξετάσεων. bbox=[300, 939, 490, 985]
paragraph: ὅσα τὴν ἀπόφασιν ἣν ἔλαβεν παρὰ τοῦ Δικηγορικοῦ Συλλόγου κατὰ τὴν συνεδρίασιν τῆς 20ῆς Μαρτίου 1912. bbox=[1151, 1312, 1548, 1342]
paragraph: Τὸ Συμβούλιον λαβὸν ὑπ’ ὄψει τὰς ἀνάγκας ἀπεφάσισε. bbox=[756, 1478, 1084, 1492]
article-columns bbox=[742, 317, 1548, 755]
news-heading: ΤΗΛΕΦΩΝΙΚΗ ΒΙΣ ΑΙΓΑΙΟΝ.— bbox=[329, 1189, 461, 1218]
paragraph: Ἐκ τοῦ ἀτμοπλοίου Πειραιῶς ἐξέβαλε κατὰ τὴν ἐπιστροφὴν εἰς τὸν λιμένα τὸν κ. Κοσμᾶν ἐπὶ ἀρχῶν. bbox=[52, 960, 288, 1006]
paragraph: Ὁ Λαυρέντης ἀντιπροσδοκᾷ καὶ οἱ λοιποὶ ἐργάται ἐφθασαν χθὲς εἰς τὸν Πειραιᾶ, ὅπου ἐδόθησαν αὐτοῖς αἱ πρῶται βοήθειαι. bbox=[52, 868, 288, 930]
paragraph: Ὡς προσόντα τοῦ γηπέδου ἐθεωρήθησαν τὰ ἑξῆς κυριώτερα: Ὅτι τὸ γήπεδον τοῦτο κεῖται εἰς κεντρικωτάτην θέσιν μεταξὺ τῶν πλατειῶν Ὁμονοίας καὶ Συντάγματος. bbox=[1151, 1370, 1548, 1432]
article-heading: ΕΙΣ ΤΑ ΣΥΝΟΡΑ bbox=[540, 111, 690, 133]
article-heading: Η ΧΘΕΣΙΝΗ bbox=[544, 516, 686, 546]
article-column bbox=[742, 317, 1003, 755]
paragraph: Διὰ τῆς ἐγκυκλίου τὸ ὑπουργεῖον τῶν Ἐσωτερικῶν καλεῖ ἐπίσης τοὺς Νομάρχας καὶ λοιπὰς διοικητικὰς ἀρχὰς νὰ ἀποβάλλουν τυχὸν δικαιολογημένας ἀντιρρήσεις. bbox=[1287, 769, 1548, 847]
news-heading: ΑΙ ΕΞΕΤΑΣΕΙΣ ΤΩΝ ΑΡΣΑΚΕΙΩΝ. bbox=[327, 903, 463, 932]
news-heading: ΣΤΡΑΤΙΩΤΙΚΑΙ ΚΙΝΗΤΟΠΟΙΗΣΕΙΣ bbox=[774, 420, 971, 433]
paragraph: Ὁ ἀρχιτέκτων κ. Κολλινιᾶς ἐξετίμησε τὴν δαπάνην εἰς 1.700.000 περίπου δραχμάς. bbox=[1151, 1440, 1548, 1470]
